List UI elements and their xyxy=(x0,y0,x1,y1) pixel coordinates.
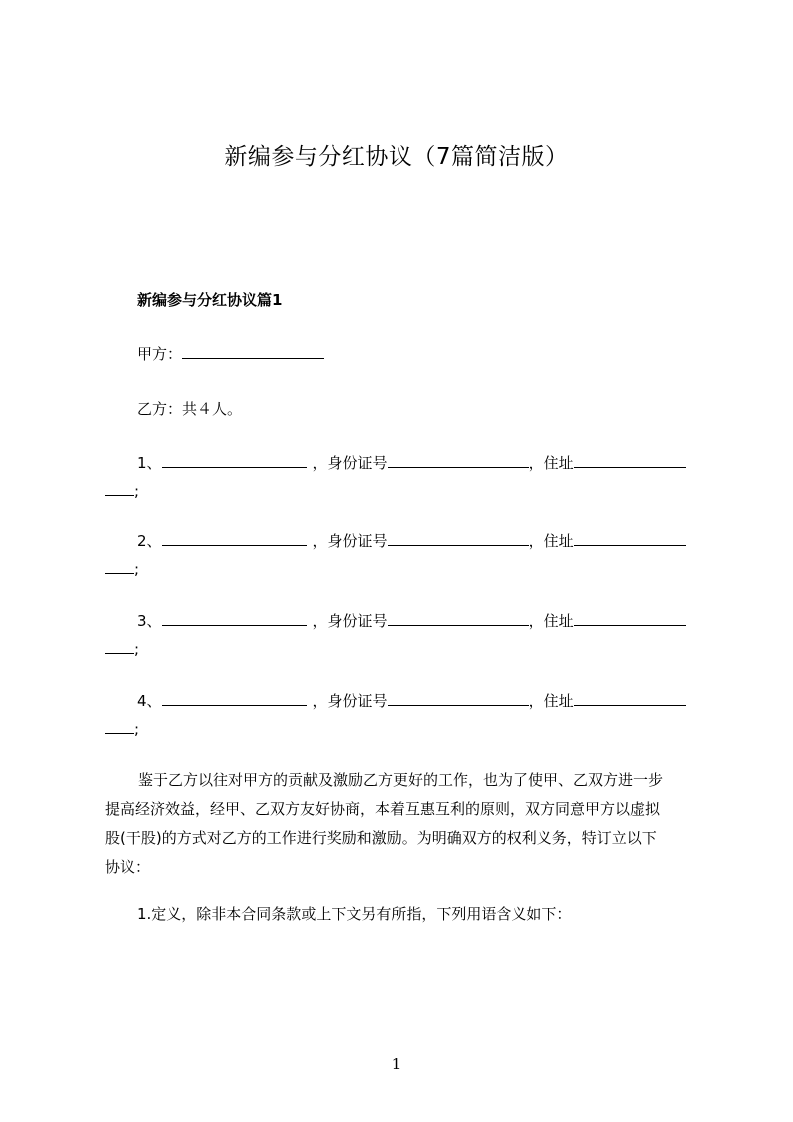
member-end: ; xyxy=(134,482,140,500)
section-heading: 新编参与分红协议篇1 xyxy=(137,291,283,309)
member-row-continuation xyxy=(105,480,139,502)
member-index: 3、 xyxy=(137,612,162,630)
name-blank xyxy=(162,690,307,706)
id-blank xyxy=(388,610,529,626)
preamble-paragraph xyxy=(105,766,715,882)
address-blank-continued xyxy=(105,718,134,734)
member-row-continuation xyxy=(105,718,139,740)
member-row xyxy=(137,610,702,632)
id-label: ，身份证号 xyxy=(312,692,388,710)
member-row xyxy=(137,530,702,552)
address-label: ，住址 xyxy=(528,454,574,472)
member-index: 4、 xyxy=(137,692,162,710)
address-blank xyxy=(574,530,686,546)
address-label: ，住址 xyxy=(528,532,574,550)
address-label: ，住址 xyxy=(528,612,574,630)
document-title: 新编参与分红协议（7篇简洁版） xyxy=(224,144,569,170)
address-blank xyxy=(574,690,686,706)
paragraph-line: 鉴于乙方以往对甲方的贡献及激励乙方更好的工作，也为了使甲、乙双方进一步 xyxy=(138,771,664,789)
address-label: ，住址 xyxy=(528,692,574,710)
paragraph-line: 提高经济效益，经甲、乙双方友好协商，本着互惠互利的原则，双方同意甲方以虚拟 xyxy=(105,800,661,818)
id-blank xyxy=(388,690,529,706)
address-blank xyxy=(574,610,686,626)
member-index: 1、 xyxy=(137,454,162,472)
address-blank-continued xyxy=(105,480,134,496)
id-blank xyxy=(388,452,529,468)
party-a-blank xyxy=(182,343,324,359)
name-blank xyxy=(162,452,307,468)
member-index: 2、 xyxy=(137,532,162,550)
id-label: ，身份证号 xyxy=(312,612,388,630)
member-row xyxy=(137,690,702,712)
clause-definition: 1.定义，除非本合同条款或上下文另有所指，下列用语含义如下： xyxy=(137,905,572,923)
party-a-line xyxy=(137,343,324,365)
address-blank xyxy=(574,452,686,468)
party-a-label: 甲方： xyxy=(137,345,183,363)
member-end: ; xyxy=(134,720,140,738)
name-blank xyxy=(162,530,307,546)
page-number: 1 xyxy=(391,1055,402,1073)
address-blank-continued xyxy=(105,638,134,654)
member-row-continuation xyxy=(105,558,139,580)
party-b-line: 乙方：共４人。 xyxy=(137,400,243,418)
paragraph-line: 协议： xyxy=(105,858,151,876)
name-blank xyxy=(162,610,307,626)
id-label: ，身份证号 xyxy=(312,454,388,472)
address-blank-continued xyxy=(105,558,134,574)
id-label: ，身份证号 xyxy=(312,532,388,550)
id-blank xyxy=(388,530,529,546)
member-end: ; xyxy=(134,640,140,658)
paragraph-line: 股(干股)的方式对乙方的工作进行奖励和激励。为明确双方的权利义务，特订立以下 xyxy=(105,829,657,847)
member-row-continuation xyxy=(105,638,139,660)
member-row xyxy=(137,452,702,474)
member-end: ; xyxy=(134,560,140,578)
